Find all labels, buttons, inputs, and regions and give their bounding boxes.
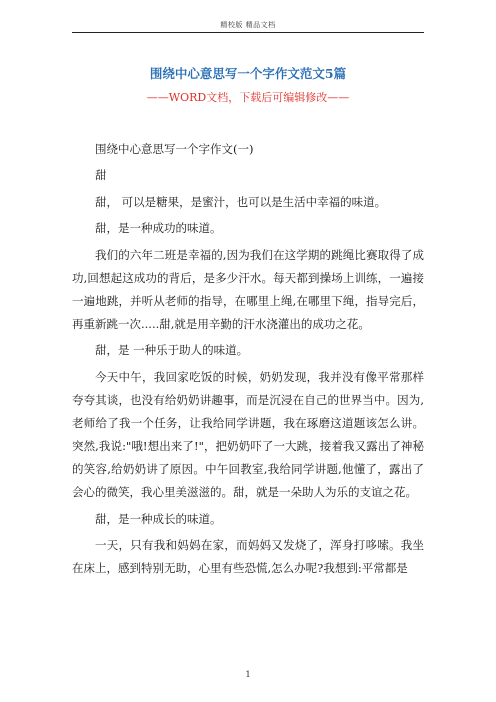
essay-title: 甜 [95, 168, 107, 182]
document-title: 围绕中心意思写一个字作文范文5篇 [149, 66, 347, 81]
section-heading: 围绕中心意思写一个字作文(一) [95, 142, 254, 156]
document-subtitle: ——WORD文档，下载后可编辑修改—— [146, 91, 350, 104]
body-paragraph: 甜，是一种成长的味道。 [95, 511, 222, 526]
header-divider [72, 32, 424, 33]
page-number: 1 [245, 670, 251, 679]
body-paragraph: 甜， 可以是糖果，是蜜汁，也可以是生活中幸福的味道。 [95, 194, 387, 209]
body-paragraph: 甜，是一种成功的味道。 [95, 221, 222, 236]
document-body [72, 138, 424, 584]
body-paragraph: 今天中午，我回家吃饭的时候，奶奶发现，我并没有像平常那样夸夸其谈，也没有给奶奶讲趣事，而是沉浸在自己的世界当中。因为,老师给了我一个任务，让我给同学讲题，我在琢磨这道题该怎么讲。突然,我说:"哦!想出来了!"，把奶奶吓了一大跳，接着我又露出了神秘的笑容,给奶奶讲了原因。中午回教室,我给同学讲题,他懂了，露出了会心的微笑，我心里美滋滋的。甜，就是一朵助人为乐的支谊之花。 [72, 369, 424, 499]
body-paragraph: 我们的六年二班是幸福的,因为我们在这学期的跳绳比赛取得了成功,回想起这成功的背后，是多少汗水。每天都到操场上训练，一遍接一遍地跳，并听从老师的指导，在哪里上绳,在哪里下绳，指导完后，再重新跳一次.....甜,就是用辛勤的汗水浇灌出的成功之花。 [72, 247, 424, 331]
body-paragraph: 甜，是 一种乐于助人的味道。 [95, 343, 249, 358]
page-header: 精校版 精品文档 [220, 21, 276, 29]
body-paragraph: 一天，只有我和妈妈在家，而妈妈又发烧了，浑身打哆嗦。我坐在床上，感到特别无助，心里有些恐慌,怎么办呢?我想到:平常都是 [72, 538, 424, 576]
